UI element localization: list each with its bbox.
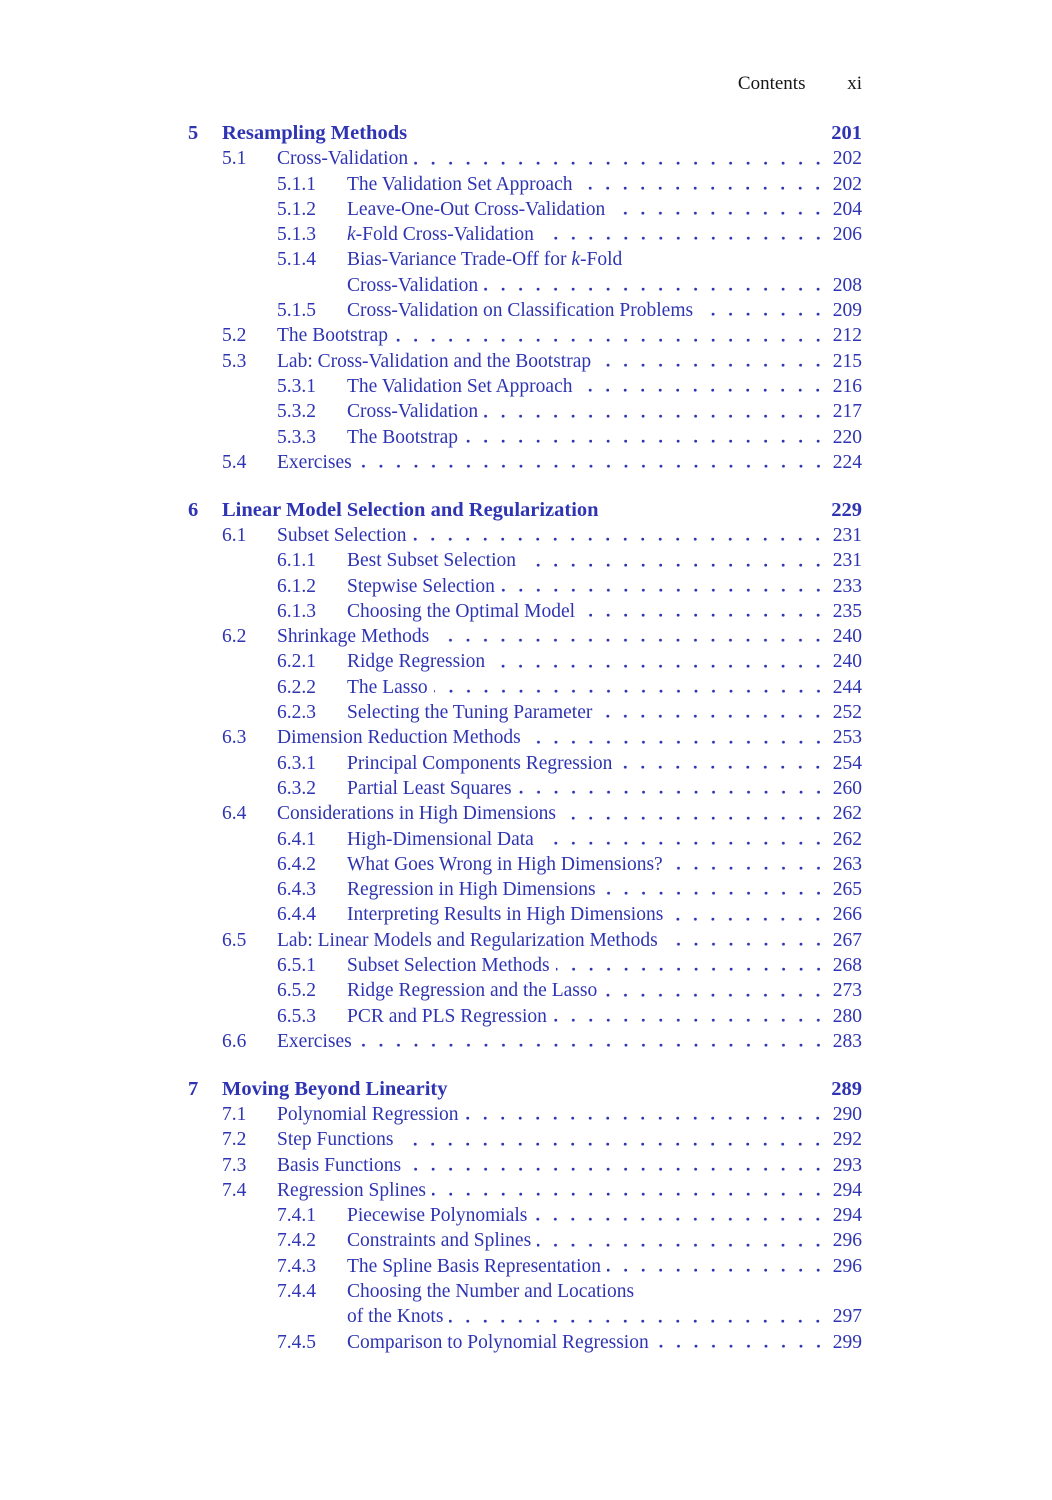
entry-title: Cross-Validation <box>277 148 409 170</box>
entry-number: 6 <box>188 498 199 521</box>
dot-leader <box>597 349 820 374</box>
entry-title: Subset Selection <box>277 524 407 546</box>
dot-leader <box>540 222 820 247</box>
entry-title: Piecewise Polynomials <box>347 1205 528 1227</box>
dot-leader <box>540 827 820 852</box>
toc-section-row[interactable] <box>188 1153 862 1178</box>
entry-page-number: 216 <box>832 375 862 397</box>
entry-number: 6.2.3 <box>277 702 316 724</box>
dot-leader <box>484 273 820 298</box>
entry-title: of the Knots <box>347 1306 444 1328</box>
entry-title: Exercises <box>277 1030 352 1052</box>
entry-page-number: 294 <box>832 1205 862 1227</box>
toc-subsection-row[interactable] <box>188 1004 862 1029</box>
dot-leader <box>358 450 820 475</box>
entry-title: Selecting the Tuning Parameter <box>347 702 593 724</box>
entry-page-number: 240 <box>832 651 862 673</box>
entry-number: 6.3.2 <box>277 777 316 799</box>
dot-leader <box>562 801 820 826</box>
entry-page-number: 209 <box>832 300 862 322</box>
toc-subsection-row[interactable] <box>188 1228 862 1253</box>
entry-title: Moving Beyond Linearity <box>222 1077 448 1100</box>
dot-leader <box>464 1102 820 1127</box>
entry-page-number: 289 <box>831 1077 862 1100</box>
entry-page-number: 201 <box>831 122 862 144</box>
entry-title: Considerations in High Dimensions <box>277 803 556 825</box>
entry-number: 7.4.5 <box>277 1331 316 1353</box>
toc-subsection-row[interactable] <box>188 247 862 272</box>
entry-number: 5.1.5 <box>277 300 316 322</box>
toc-subsection-row[interactable] <box>188 197 862 222</box>
entry-title: The Validation Set Approach <box>347 173 573 195</box>
entry-page-number: 296 <box>832 1255 862 1277</box>
toc-subsection-row[interactable] <box>188 751 862 776</box>
entry-number: 5.3 <box>222 350 247 372</box>
entry-title: High-Dimensional Data <box>347 828 534 850</box>
dot-leader <box>664 928 820 953</box>
toc-chapter-row[interactable] <box>188 498 862 523</box>
entry-number: 6.2.1 <box>277 651 316 673</box>
entry-title: Ridge Regression and the Lasso <box>347 980 598 1002</box>
toc-section-row[interactable] <box>188 1178 862 1203</box>
dot-leader <box>491 649 820 674</box>
entry-page-number: 265 <box>832 879 862 901</box>
entry-page-number: 297 <box>832 1306 862 1328</box>
toc-subsection-row[interactable] <box>188 548 862 573</box>
entry-title: k-Fold Cross-Validation <box>347 224 534 246</box>
dot-leader <box>358 1029 820 1054</box>
entry-page-number: 254 <box>832 752 862 774</box>
running-header-title: Contents <box>737 73 806 94</box>
dot-leader <box>607 1254 820 1279</box>
entry-page-number: 294 <box>832 1179 862 1201</box>
toc-subsection-row[interactable] <box>188 172 862 197</box>
entry-page-number: 244 <box>832 676 862 698</box>
dot-leader <box>655 1330 820 1355</box>
entry-number: 5.1 <box>222 148 247 170</box>
entry-page-number: 217 <box>832 401 862 423</box>
entry-page-number: 262 <box>832 828 862 850</box>
dot-leader <box>449 1304 820 1329</box>
entry-page-number: 231 <box>832 524 862 546</box>
entry-page-number: 253 <box>832 727 862 749</box>
entry-number: 7.4.4 <box>277 1281 316 1303</box>
toc-subsection-row[interactable] <box>188 877 862 902</box>
dot-leader <box>501 574 820 599</box>
toc-section-row[interactable] <box>188 725 862 750</box>
entry-number: 6.4.3 <box>277 879 316 901</box>
toc-subsection-row[interactable] <box>188 953 862 978</box>
dot-leader <box>598 700 820 725</box>
entry-title: Bias-Variance Trade-Off for k-Fold <box>347 249 623 271</box>
dot-leader <box>556 953 820 978</box>
dot-leader <box>699 298 820 323</box>
toc-subsection-row[interactable] <box>188 425 862 450</box>
toc-section-row[interactable] <box>188 523 862 548</box>
entry-page-number: 292 <box>832 1129 862 1151</box>
dot-leader <box>454 1077 820 1102</box>
dot-leader <box>669 852 820 877</box>
entry-page-number: 268 <box>832 955 862 976</box>
entry-title: Choosing the Optimal Model <box>347 600 576 622</box>
entry-number: 7.4.2 <box>277 1230 316 1252</box>
toc-subsection-row[interactable] <box>188 599 862 624</box>
entry-number: 5 <box>188 122 199 144</box>
toc-subsection-row[interactable] <box>188 978 862 1003</box>
toc-subsection-row[interactable] <box>188 298 862 323</box>
dot-leader <box>394 323 820 348</box>
entry-number: 7.1 <box>222 1103 247 1125</box>
entry-number: 6.4.4 <box>277 904 316 926</box>
entry-page-number: 263 <box>832 853 862 875</box>
dot-leader <box>434 675 820 700</box>
dot-leader <box>533 1203 820 1228</box>
entry-number: 7.4.1 <box>277 1205 316 1227</box>
entry-title: Resampling Methods <box>222 122 408 144</box>
dot-leader <box>553 1004 820 1029</box>
entry-page-number: 262 <box>832 803 862 825</box>
toc-subsection-row[interactable] <box>188 1203 862 1228</box>
dot-leader <box>605 498 820 523</box>
entry-title: The Spline Basis Representation <box>347 1255 601 1277</box>
entry-page-number: 266 <box>832 904 862 926</box>
entry-title: Lab: Cross-Validation and the Bootstrap <box>277 350 592 372</box>
toc-subsection-row[interactable] <box>188 776 862 801</box>
entry-title: The Bootstrap <box>347 426 459 448</box>
entry-title: PCR and PLS Regression <box>347 1005 547 1027</box>
entry-title: Linear Model Selection and Regularization <box>222 498 599 521</box>
entry-number: 5.3.2 <box>277 401 316 423</box>
dot-leader <box>413 121 820 146</box>
dot-leader <box>464 425 820 450</box>
entry-page-number: 233 <box>832 575 862 597</box>
entry-number: 6.1.2 <box>277 575 316 597</box>
dot-leader <box>602 877 820 902</box>
entry-title: Subset Selection Methods <box>347 955 550 976</box>
entry-page-number: 212 <box>832 325 862 347</box>
entry-number: 5.3.1 <box>277 375 316 397</box>
toc-subsection-row[interactable] <box>188 222 862 247</box>
entry-page-number: 267 <box>832 929 862 951</box>
entry-title: Stepwise Selection <box>347 575 495 597</box>
dot-leader <box>435 624 820 649</box>
dot-leader <box>518 776 820 801</box>
entry-page-number: 220 <box>832 426 862 448</box>
dot-leader <box>537 1228 820 1253</box>
dot-leader <box>527 725 820 750</box>
entry-title: Principal Components Regression <box>347 752 613 774</box>
entry-title: Choosing the Number and Locations <box>347 1281 635 1303</box>
entry-page-number: 231 <box>832 550 862 572</box>
table-of-contents <box>188 121 862 1355</box>
entry-page-number: 296 <box>832 1230 862 1252</box>
entry-title: Cross-Validation on Classification Problems <box>347 300 694 322</box>
entry-title: Comparison to Polynomial Regression <box>347 1331 649 1353</box>
toc-subsection-row[interactable] <box>188 675 862 700</box>
entry-number: 6.1.3 <box>277 600 316 622</box>
entry-title: Leave-One-Out Cross-Validation <box>347 198 606 220</box>
entry-page-number: 273 <box>832 980 862 1002</box>
entry-title: Constraints and Splines <box>347 1230 532 1252</box>
entry-title: Ridge Regression <box>347 651 486 673</box>
toc-chapter-row[interactable] <box>188 121 862 146</box>
entry-number: 6.3 <box>222 727 247 749</box>
entry-number: 6.1.1 <box>277 550 316 572</box>
entry-number: 6.4.2 <box>277 853 316 875</box>
dot-leader <box>628 247 820 272</box>
dot-leader <box>522 548 820 573</box>
toc-subsection-row[interactable] <box>188 574 862 599</box>
toc-subsection-row[interactable] <box>188 700 862 725</box>
entry-title: Polynomial Regression <box>277 1103 459 1125</box>
toc-subsection-row[interactable] <box>188 902 862 927</box>
toc-subsection-row[interactable] <box>188 399 862 424</box>
toc-section-row[interactable] <box>188 624 862 649</box>
entry-number: 5.1.1 <box>277 173 316 195</box>
entry-number: 7.4 <box>222 1179 247 1201</box>
dot-leader <box>581 599 820 624</box>
dot-leader <box>399 1127 820 1152</box>
dot-leader <box>412 523 820 548</box>
entry-title: Cross-Validation <box>347 274 479 296</box>
toc-subsection-row[interactable] <box>188 1330 862 1355</box>
entry-title: Regression in High Dimensions <box>347 879 596 901</box>
entry-number: 6.5.3 <box>277 1005 316 1027</box>
entry-page-number: 280 <box>832 1005 862 1027</box>
toc-section-row[interactable] <box>188 323 862 348</box>
entry-page-number: 290 <box>832 1103 862 1125</box>
dot-leader <box>432 1178 820 1203</box>
dot-leader <box>603 978 820 1003</box>
entry-title: The Lasso <box>347 676 428 698</box>
entry-number: 6.4 <box>222 803 247 825</box>
entry-title: The Validation Set Approach <box>347 375 573 397</box>
entry-page-number: 252 <box>832 702 862 724</box>
entry-number: 6.5.1 <box>277 955 316 976</box>
toc-section-row[interactable] <box>188 928 862 953</box>
entry-number: 6.1 <box>222 524 247 546</box>
entry-number: 5.4 <box>222 451 247 473</box>
dot-leader <box>407 1153 820 1178</box>
entry-page-number: 215 <box>832 350 862 372</box>
entry-title: Step Functions <box>277 1129 394 1151</box>
toc-section-row[interactable] <box>188 1102 862 1127</box>
entry-title: Partial Least Squares <box>347 777 512 799</box>
running-header <box>0 71 862 97</box>
entry-number: 7 <box>188 1077 199 1100</box>
toc-section-row[interactable] <box>188 1029 862 1054</box>
entry-page-number: 224 <box>832 451 862 473</box>
entry-page-number: 283 <box>832 1030 862 1052</box>
toc-section-row[interactable] <box>188 801 862 826</box>
dot-leader <box>669 902 820 927</box>
toc-chapter-row[interactable] <box>188 1077 862 1102</box>
entry-number: 7.3 <box>222 1154 247 1176</box>
entry-number: 5.2 <box>222 325 247 347</box>
toc-subsection-row[interactable] <box>188 827 862 852</box>
toc-continuation-row[interactable] <box>188 273 862 298</box>
toc-subsection-row[interactable] <box>188 1254 862 1279</box>
toc-subsection-row[interactable] <box>188 852 862 877</box>
entry-number: 7.2 <box>222 1129 247 1151</box>
entry-number: 5.1.2 <box>277 198 316 220</box>
entry-number: 6.5.2 <box>277 980 316 1002</box>
toc-subsection-row[interactable] <box>188 1279 862 1304</box>
dot-leader <box>611 197 820 222</box>
toc-continuation-row[interactable] <box>188 1304 862 1329</box>
entry-number: 6.2 <box>222 626 247 648</box>
entry-page-number: 202 <box>832 173 862 195</box>
toc-section-row[interactable] <box>188 450 862 475</box>
toc-section-row[interactable] <box>188 349 862 374</box>
entry-page-number: 260 <box>832 777 862 799</box>
entry-title: Lab: Linear Models and Regularization Methods <box>277 929 658 951</box>
folio-page-number: xi <box>847 73 862 94</box>
entry-page-number: 208 <box>832 274 862 296</box>
entry-page-number: 229 <box>831 498 862 521</box>
dot-leader <box>484 399 820 424</box>
entry-page-number: 240 <box>832 626 862 648</box>
entry-number: 6.4.1 <box>277 828 316 850</box>
entry-number: 7.4.3 <box>277 1255 316 1277</box>
entry-number: 6.6 <box>222 1030 247 1052</box>
dot-leader <box>618 751 820 776</box>
toc-section-row[interactable] <box>188 1127 862 1152</box>
entry-page-number: 235 <box>832 600 862 622</box>
entry-title: Best Subset Selection <box>347 550 516 572</box>
entry-page-number: 202 <box>832 148 862 170</box>
dot-leader <box>578 374 820 399</box>
entry-page-number: 206 <box>832 224 862 246</box>
entry-title: Exercises <box>277 451 352 473</box>
entry-page-number: 299 <box>832 1331 862 1353</box>
entry-title: Basis Functions <box>277 1154 402 1176</box>
entry-title: Dimension Reduction Methods <box>277 727 521 749</box>
entry-page-number: 204 <box>832 198 862 220</box>
dot-leader <box>640 1279 820 1304</box>
entry-page-number: 293 <box>832 1154 862 1176</box>
toc-subsection-row[interactable] <box>188 649 862 674</box>
entry-title: Shrinkage Methods <box>277 626 430 648</box>
entry-number: 6.3.1 <box>277 752 316 774</box>
entry-number: 6.2.2 <box>277 676 316 698</box>
entry-title: Regression Splines <box>277 1179 426 1201</box>
entry-number: 6.5 <box>222 929 247 951</box>
entry-title: Interpreting Results in High Dimensions <box>347 904 664 926</box>
entry-number: 5.1.3 <box>277 224 316 246</box>
toc-section-row[interactable] <box>188 146 862 171</box>
dot-leader <box>578 172 820 197</box>
entry-number: 5.1.4 <box>277 249 316 271</box>
entry-title: What Goes Wrong in High Dimensions? <box>347 853 663 875</box>
dot-leader <box>414 146 820 171</box>
entry-number: 5.3.3 <box>277 426 316 448</box>
entry-title: Cross-Validation <box>347 401 479 423</box>
entry-title: The Bootstrap <box>277 325 389 347</box>
toc-subsection-row[interactable] <box>188 374 862 399</box>
